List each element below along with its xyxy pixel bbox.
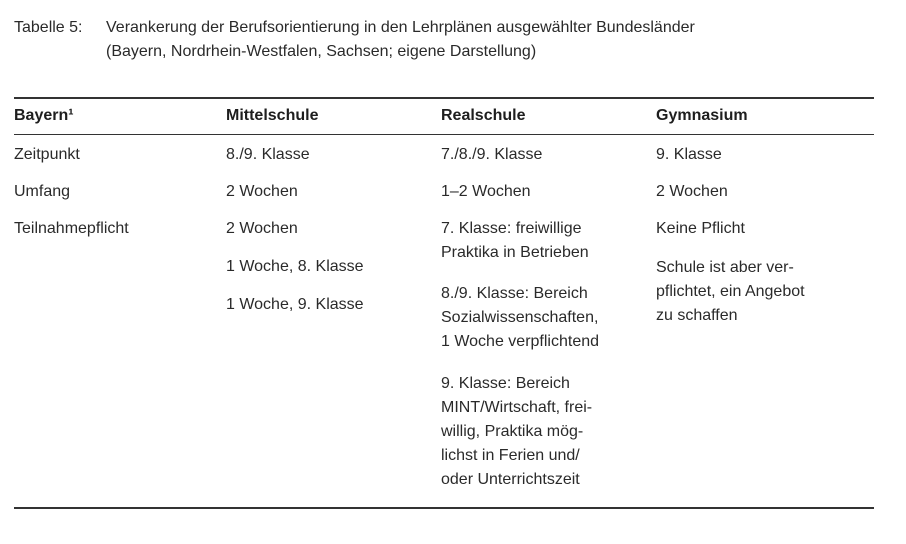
text-line: Schule ist aber ver- <box>656 259 794 276</box>
cell-teilnahme-gymnasium-2 <box>656 256 866 328</box>
cell-zeitpunkt-realschule: 7./8./9. Klasse <box>441 146 543 163</box>
text-line: Sozialwissenschaften, <box>441 309 599 326</box>
cell-teilnahme-realschule-2 <box>441 282 641 354</box>
cell-teilnahme-gymnasium-1 <box>656 217 866 241</box>
cell-teilnahme-realschule-3 <box>441 372 641 492</box>
header-gymnasium: Gymnasium <box>656 107 748 124</box>
header-realschule: Realschule <box>441 107 526 124</box>
cell-zeitpunkt-gymnasium: 9. Klasse <box>656 146 722 163</box>
caption-line-2: (Bayern, Nordrhein-Westfalen, Sachsen; eigene Darstellung) <box>106 43 537 60</box>
row-label-zeitpunkt: Zeitpunkt <box>14 146 80 163</box>
text-line: pflichtet, ein Angebot <box>656 283 805 300</box>
cell-teilnahme-mittelschule-1: 2 Wochen <box>226 220 298 237</box>
table-bottom-rule <box>14 507 874 509</box>
header-bayern: Bayern¹ <box>14 107 74 124</box>
text-line: zu schaffen <box>656 307 738 324</box>
text-line: willig, Praktika mög- <box>441 423 584 440</box>
cell-teilnahme-realschule-1 <box>441 217 641 265</box>
table-top-rule <box>14 97 874 99</box>
caption-label: Tabelle 5: <box>14 19 83 36</box>
text-line: 9. Klasse: Bereich <box>441 375 570 392</box>
caption-text <box>106 16 884 64</box>
text-line: Keine Pflicht <box>656 220 745 237</box>
row-label-teilnahmepflicht: Teilnahmepflicht <box>14 220 129 237</box>
cell-umfang-gymnasium: 2 Wochen <box>656 183 728 200</box>
cell-umfang-mittelschule: 2 Wochen <box>226 183 298 200</box>
table-header-rule <box>14 134 874 135</box>
caption-line-1: Verankerung der Berufsorientierung in den Lehrplänen ausgewählter Bundesländer <box>106 19 695 36</box>
text-line: 8./9. Klasse: Bereich <box>441 285 588 302</box>
text-line: Praktika in Betrieben <box>441 244 589 261</box>
text-line: 1 Woche verpflichtend <box>441 333 600 350</box>
cell-zeitpunkt-mittelschule: 8./9. Klasse <box>226 146 310 163</box>
cell-umfang-realschule: 1–2 Wochen <box>441 183 531 200</box>
text-line: MINT/Wirtschaft, frei- <box>441 399 593 416</box>
text-line: lichst in Ferien und/ <box>441 447 580 464</box>
header-mittelschule: Mittelschule <box>226 107 319 124</box>
row-label-umfang: Umfang <box>14 183 71 200</box>
text-line: oder Unterrichtszeit <box>441 471 580 488</box>
table-caption <box>14 16 884 64</box>
cell-teilnahme-mittelschule-3: 1 Woche, 9. Klasse <box>226 296 364 313</box>
cell-teilnahme-mittelschule-2: 1 Woche, 8. Klasse <box>226 258 364 275</box>
text-line: 7. Klasse: freiwillige <box>441 220 582 237</box>
